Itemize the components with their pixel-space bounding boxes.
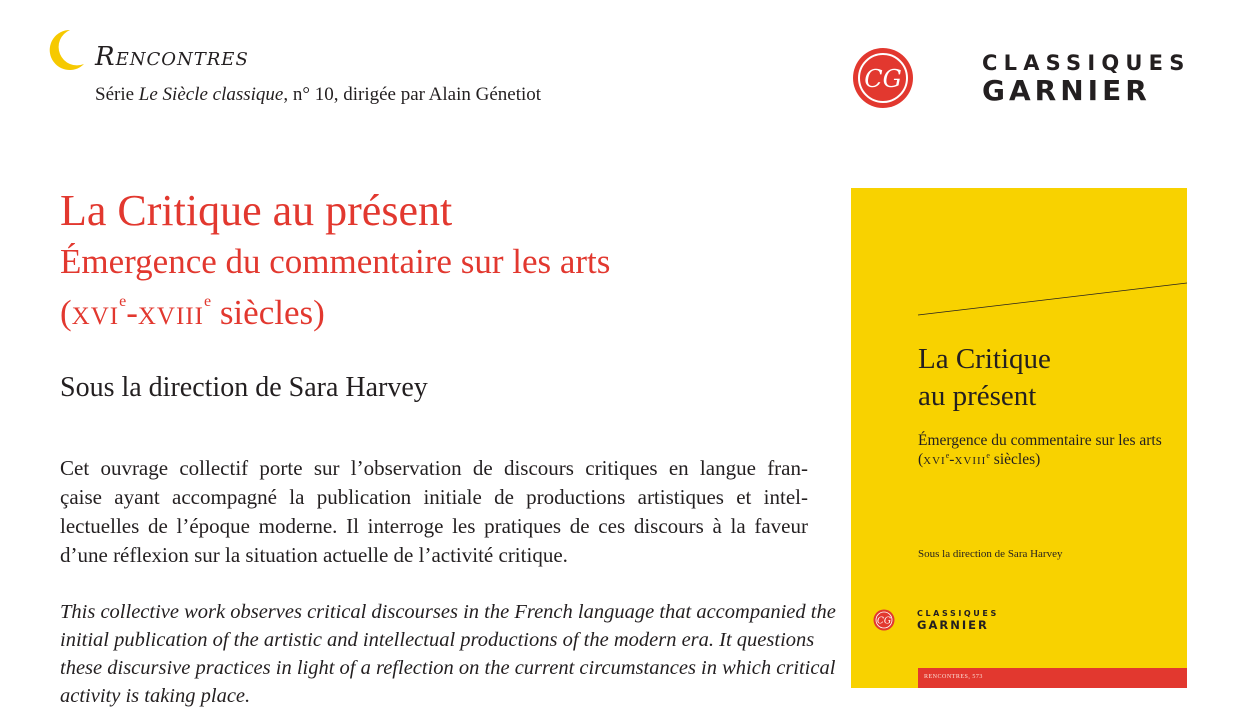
publisher-name [982, 50, 1192, 106]
cover-editor: Sous la direction de Sara Harvey [918, 548, 1063, 560]
cover-publisher-name: CLASSIQUES GARNIER [917, 609, 999, 632]
description-line: lectuelles de l’époque moderne. Il interroge les pratiques de ces discours à la faveur [60, 514, 808, 538]
crescent-moon-icon [44, 28, 88, 72]
svg-text:CG: CG [876, 616, 892, 627]
book-editor: Sous la direction de Sara Harvey [60, 372, 428, 403]
description-line: Cet ouvrage collectif porte sur l’observation de discours critiques en langue fran- [60, 456, 808, 480]
cover-subtitle: Émergence du commentaire sur les arts (xvi$^e$-xviii$^e$ siècles) [918, 432, 1162, 468]
description-line: çaise ayant accompagné la publication initiale de productions artistiques et intel- [60, 485, 808, 509]
book-period: (xvi$^e$-xviii$^e$ siècles) [60, 293, 325, 332]
collection-label: Rencontres [95, 42, 249, 72]
book-title-block [60, 186, 610, 338]
description-english [60, 598, 836, 710]
cover-series-band [918, 668, 1187, 688]
classiques-garnier-logo [852, 47, 914, 109]
description-line: This collective work observes critical discourses in the French language that accompanied the [60, 601, 836, 623]
collection-name [95, 42, 249, 72]
description-french [60, 454, 808, 570]
logo-letters: CG [864, 65, 902, 93]
description-line: these discursive practices in light of a reflection on the current circumstances in which critical [60, 657, 836, 679]
description-line: activity is taking place. [60, 685, 251, 707]
cover-band-text: RENCONTRES, 573 [924, 674, 983, 680]
publisher-line2: GARNIER [982, 74, 1151, 107]
cover-publisher-logo [873, 609, 895, 631]
description-line: initial publication of the artistic and intellectual productions of the modern era. It questions [60, 629, 815, 651]
book-subtitle: Émergence du commentaire sur les arts [60, 242, 611, 281]
cover-rule [851, 188, 1187, 328]
book-title: La Critique au présent [60, 186, 453, 235]
series-line: Série Le Siècle classique, n° 10, dirigée par Alain Génetiot [95, 84, 542, 105]
series-title: Le Siècle classique [138, 84, 284, 105]
publisher-line1: CLASSIQUES [982, 51, 1191, 75]
book-cover [851, 188, 1187, 688]
cover-title: La Critique au présent [918, 343, 1051, 412]
description-line: d’une réflexion sur la situation actuelle de l’activité critique. [60, 543, 568, 567]
